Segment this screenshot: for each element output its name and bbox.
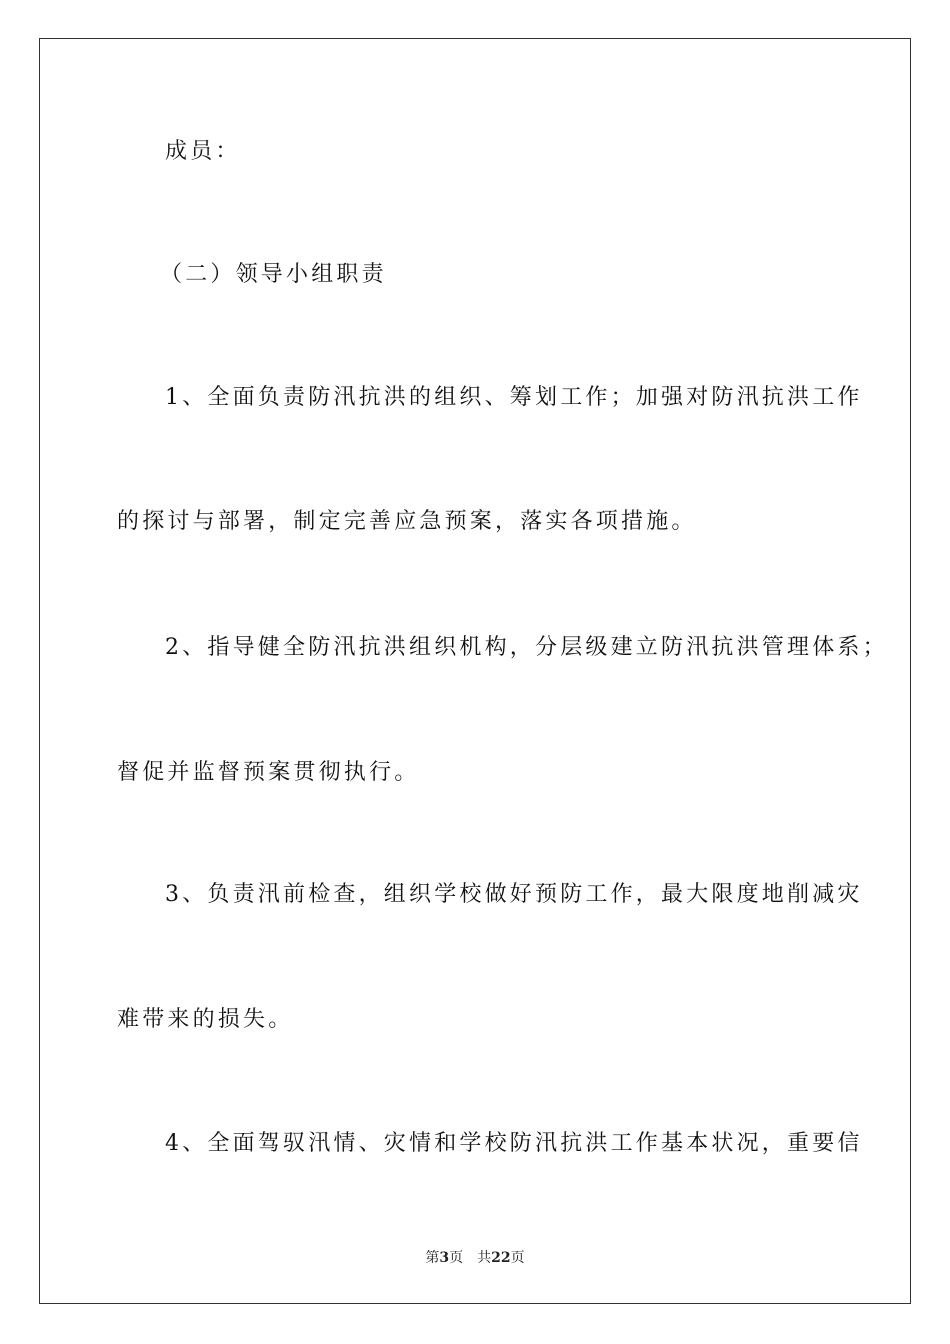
text-line-item1: 1、全面负责防汛抗洪的组织、筹划工作；加强对防汛抗洪工作 bbox=[165, 385, 863, 410]
text-line-item2-cont: 督促并监督预案贯彻执行。 bbox=[117, 760, 420, 785]
text-line-item3-cont: 难带来的损失。 bbox=[117, 1007, 294, 1032]
footer-page-number: 3 bbox=[439, 1250, 450, 1266]
footer-page-prefix: 第 bbox=[425, 1250, 440, 1266]
footer-total-prefix: 共 bbox=[477, 1250, 492, 1266]
text-line-item3: 3、负责汛前检查，组织学校做好预防工作，最大限度地削减灾 bbox=[165, 882, 863, 907]
section-heading: （二）领导小组职责 bbox=[160, 262, 387, 287]
text-line-item4: 4、全面驾驭汛情、灾情和学校防汛抗洪工作基本状况，重要信 bbox=[165, 1131, 863, 1156]
page-border bbox=[39, 38, 911, 1304]
text-line-members: 成员： bbox=[165, 139, 241, 164]
footer-total-pages: 22 bbox=[491, 1250, 511, 1266]
footer-total-suffix: 页 bbox=[510, 1250, 525, 1266]
text-line-item1-cont: 的探讨与部署，制定完善应急预案，落实各项措施。 bbox=[117, 509, 697, 534]
text-line-item2: 2、指导健全防汛抗洪组织机构，分层级建立防汛抗洪管理体系； bbox=[165, 635, 888, 660]
footer-page-suffix: 页 bbox=[449, 1250, 464, 1266]
page-footer bbox=[0, 1248, 950, 1268]
